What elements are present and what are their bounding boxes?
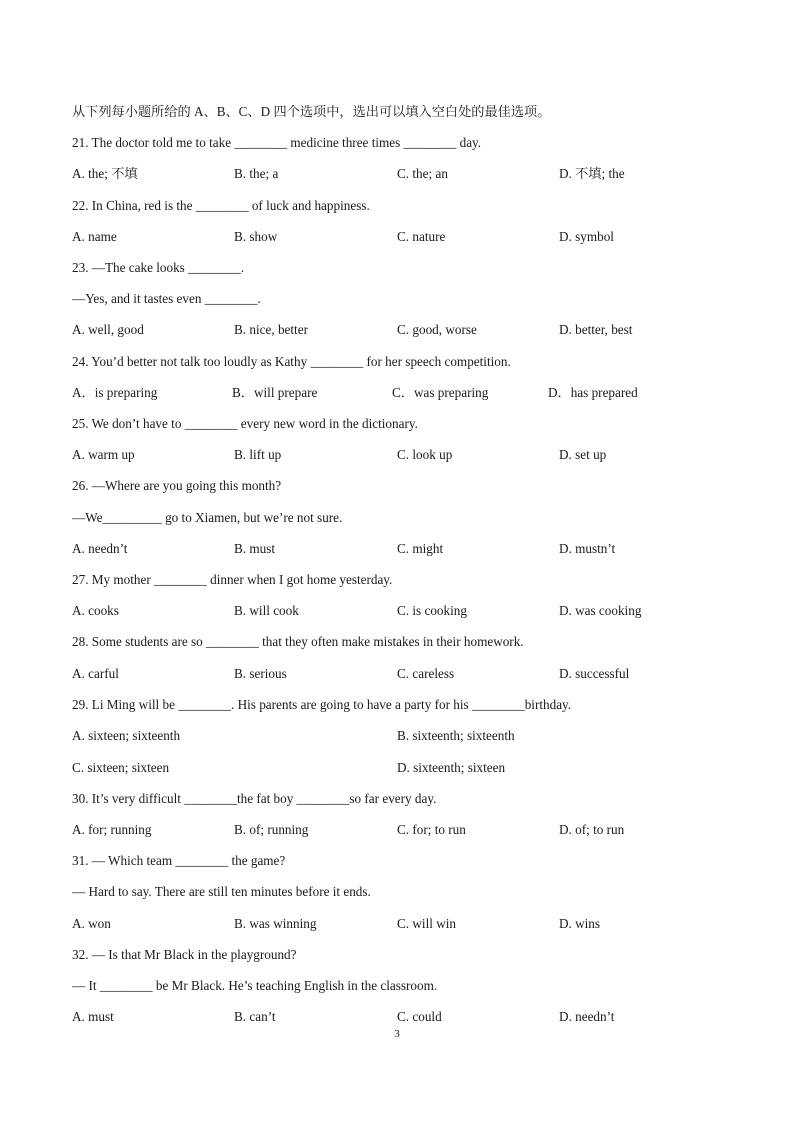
q30-option-d: D. of; to run bbox=[559, 822, 625, 837]
q21-option-b: B. the; a bbox=[234, 166, 279, 181]
question-26-stem: 26. —Where are you going this month? bbox=[72, 478, 282, 493]
question-31-stem: 31. — Which team ________ the game? bbox=[72, 853, 286, 868]
question-30-stem: 30. It’s very difficult ________the fat boy ________so far every day. bbox=[72, 791, 437, 806]
q25-option-c: C. look up bbox=[397, 447, 453, 462]
q32-option-c: C. could bbox=[397, 1009, 442, 1024]
question-27-stem: 27. My mother ________ dinner when I got home yesterday. bbox=[72, 572, 393, 587]
q24-option-d: D．has prepared bbox=[548, 385, 638, 400]
q32-option-d: D. needn’t bbox=[559, 1009, 615, 1024]
q32-option-b: B. can’t bbox=[234, 1009, 276, 1024]
question-23-stem-2: —Yes, and it tastes even ________. bbox=[72, 291, 261, 306]
q30-option-b: B. of; running bbox=[234, 822, 309, 837]
q22-option-c: C. nature bbox=[397, 229, 446, 244]
q22-option-a: A. name bbox=[72, 229, 117, 244]
q25-option-d: D. set up bbox=[559, 447, 607, 462]
q32-option-a: A. must bbox=[72, 1009, 114, 1024]
q21-option-d: D. 不填; the bbox=[559, 166, 625, 181]
question-26-stem-2: —We_________ go to Xiamen, but we’re not sure. bbox=[72, 510, 343, 525]
question-32-stem-2: — It ________ be Mr Black. He’s teaching English in the classroom. bbox=[72, 978, 438, 993]
q26-option-c: C. might bbox=[397, 541, 444, 556]
q25-option-a: A. warm up bbox=[72, 447, 135, 462]
q26-option-a: A. needn’t bbox=[72, 541, 128, 556]
q27-option-a: A. cooks bbox=[72, 603, 119, 618]
instruction-text: 从下列每小题所给的 A、B、C、D 四个选项中，选出可以填入空白处的最佳选项。 bbox=[72, 104, 551, 119]
q31-option-d: D. wins bbox=[559, 916, 601, 931]
q29-option-b: B. sixteenth; sixteenth bbox=[397, 728, 515, 743]
q23-option-c: C. good, worse bbox=[397, 322, 477, 337]
q22-option-b: B. show bbox=[234, 229, 278, 244]
q23-option-b: B. nice, better bbox=[234, 322, 308, 337]
question-25-stem: 25. We don’t have to ________ every new word in the dictionary. bbox=[72, 416, 418, 431]
q28-option-a: A. carful bbox=[72, 666, 119, 681]
q31-option-c: C. will win bbox=[397, 916, 456, 931]
q23-option-a: A. well, good bbox=[72, 322, 144, 337]
q24-option-a: A．is preparing bbox=[72, 385, 158, 400]
q22-option-d: D. symbol bbox=[559, 229, 614, 244]
q31-option-a: A. won bbox=[72, 916, 111, 931]
q28-option-b: B. serious bbox=[234, 666, 287, 681]
question-29-stem: 29. Li Ming will be ________. His parents are going to have a party for his ________birthday. bbox=[72, 697, 572, 712]
q27-option-d: D. was cooking bbox=[559, 603, 642, 618]
question-24-stem: 24. You’d better not talk too loudly as Kathy ________ for her speech competition. bbox=[72, 354, 511, 369]
question-21-stem: 21. The doctor told me to take ________ medicine three times ________ day. bbox=[72, 135, 482, 150]
q27-option-b: B. will cook bbox=[234, 603, 299, 618]
q30-option-a: A. for; running bbox=[72, 822, 152, 837]
question-31-stem-2: — Hard to say. There are still ten minutes before it ends. bbox=[72, 884, 371, 899]
q27-option-c: C. is cooking bbox=[397, 603, 467, 618]
q25-option-b: B. lift up bbox=[234, 447, 282, 462]
q31-option-b: B. was winning bbox=[234, 916, 317, 931]
page-number: 3 bbox=[394, 1028, 400, 1040]
q28-option-c: C. careless bbox=[397, 666, 455, 681]
q29-option-c: C. sixteen; sixteen bbox=[72, 760, 170, 775]
q28-option-d: D. successful bbox=[559, 666, 630, 681]
q23-option-d: D. better, best bbox=[559, 322, 633, 337]
question-23-stem: 23. —The cake looks ________. bbox=[72, 260, 245, 275]
q26-option-b: B. must bbox=[234, 541, 276, 556]
q21-option-c: C. the; an bbox=[397, 166, 448, 181]
question-28-stem: 28. Some students are so ________ that they often make mistakes in their homework. bbox=[72, 634, 524, 649]
q21-option-a: A. the; 不填 bbox=[72, 166, 138, 181]
question-32-stem: 32. — Is that Mr Black in the playground? bbox=[72, 947, 297, 962]
question-22-stem: 22. In China, red is the ________ of luck and happiness. bbox=[72, 198, 370, 213]
q29-option-a: A. sixteen; sixteenth bbox=[72, 728, 181, 743]
q24-option-c: C．was preparing bbox=[392, 385, 489, 400]
q29-option-d: D. sixteenth; sixteen bbox=[397, 760, 506, 775]
q30-option-c: C. for; to run bbox=[397, 822, 466, 837]
q26-option-d: D. mustn’t bbox=[559, 541, 616, 556]
q24-option-b: B．will prepare bbox=[232, 385, 318, 400]
